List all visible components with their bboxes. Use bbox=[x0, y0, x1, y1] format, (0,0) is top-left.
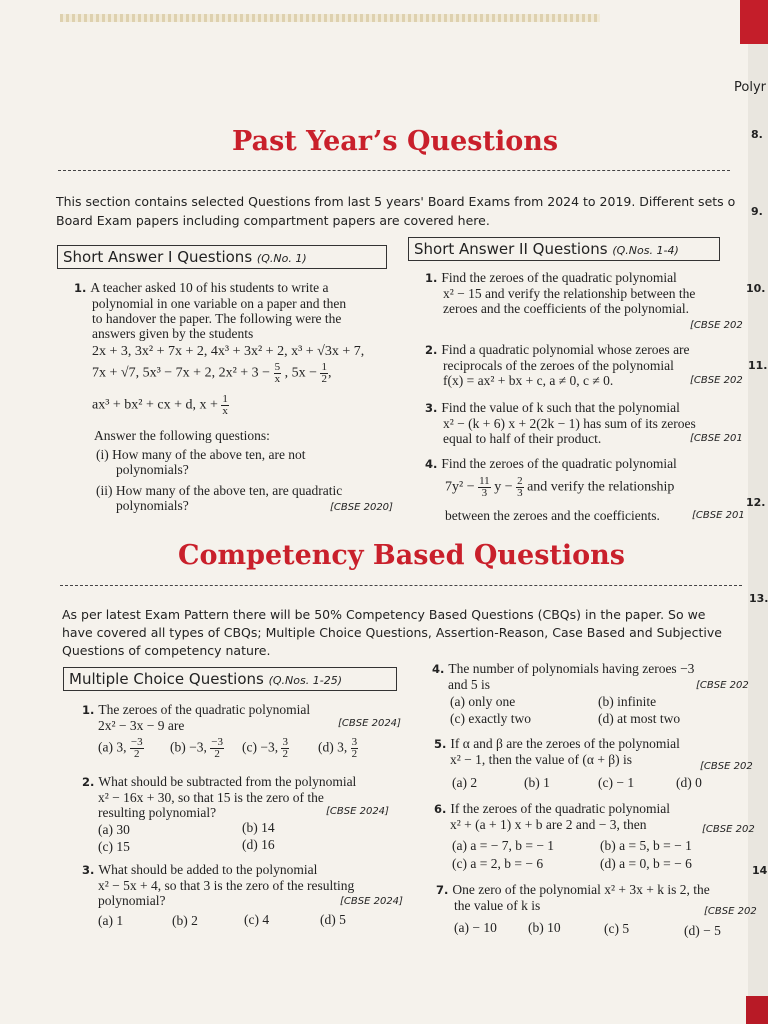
question-short2-3: 3. Find the value of k such that the polynomial x² − (k + 6) x + 2(2k − 1) has sum of its zeroes equal to half of their product. bbox=[425, 400, 696, 446]
polynomial-list-row bbox=[92, 394, 229, 417]
option-a: (a) − 10 bbox=[454, 920, 497, 935]
margin-number: 14 bbox=[752, 864, 768, 877]
question-text: to handover the paper. The following were the bbox=[92, 311, 342, 326]
sub-question-ii: (ii) How many of the above ten, are quadratic polynomials? bbox=[96, 483, 343, 513]
cbse-tag: [CBSE 201 bbox=[690, 433, 743, 444]
cbq-intro-line: have covered all types of CBQs; Multiple Choice Questions, Assertion-Reason, Case Based and Subjective bbox=[62, 625, 722, 640]
cbse-tag: [CBSE 2020] bbox=[330, 502, 393, 513]
option-d: (d) 16 bbox=[242, 837, 275, 852]
option-c: (c) 15 bbox=[98, 839, 130, 854]
divider bbox=[60, 585, 742, 586]
short1-heading: Short Answer I Questions bbox=[63, 248, 253, 266]
mcq-question-7: 7. One zero of the polynomial x² + 3x + k is 2, the the value of k is bbox=[436, 882, 710, 913]
answer-intro: Answer the following questions: bbox=[94, 428, 270, 443]
question-short2-2: 2. Find a quadratic polynomial whose zeroes are reciprocals of the zeroes of the polynomial f(x) = ax² + bx + c, a ≠ 0, c ≠ 0. bbox=[425, 342, 690, 388]
running-header: Polyr bbox=[734, 80, 766, 95]
option-c: (c) −3, $\frac{3}{2}$ bbox=[242, 736, 288, 760]
mcq-question-5: 5. If α and β are the zeroes of the polynomial x² − 1, then the value of (α + β) is bbox=[434, 736, 680, 767]
option-a: (a) 30 bbox=[98, 822, 130, 837]
polynomial-list-row: 2x + 3, 3x² + 7x + 2, 4x³ + 3x² + 2, x³ + √3x + 7, bbox=[92, 344, 365, 359]
margin-number: 12. bbox=[746, 496, 766, 509]
fraction: $\frac{5}{x}$ bbox=[274, 361, 281, 385]
red-bottom-tab bbox=[746, 996, 768, 1024]
option-c: (c) 4 bbox=[244, 912, 270, 927]
cbse-tag: [CBSE 201 bbox=[692, 510, 745, 521]
pyq-intro-line: This section contains selected Questions from last 5 years' Board Exams from 2024 to 2019. Different sets o bbox=[56, 194, 736, 209]
polynomial-text: , 5x − bbox=[284, 365, 317, 381]
mcq-question-2: 2. What should be subtracted from the polynomial x² − 16x + 30, so that 15 is the zero of the resulting polynomial? bbox=[82, 774, 357, 820]
option-d: (d) a = 0, b = − 6 bbox=[600, 856, 692, 871]
question-short2-4-expr: 7y² − $\frac{11}{3}$ y − $\frac{2}{3}$ and verify the relationship bbox=[445, 475, 675, 499]
option-c: (c) a = 2, b = − 6 bbox=[452, 856, 544, 871]
short2-range: (Q.Nos. 1-4) bbox=[612, 244, 679, 257]
option-a: (a) only one bbox=[450, 694, 516, 709]
option-c: (c) exactly two bbox=[450, 711, 531, 726]
option-a: (a) 3, $\frac{-3}{2}$ bbox=[98, 736, 143, 760]
polynomial-text: 7x + √7, 5x³ − 7x + 2, 2x² + 3 − bbox=[92, 365, 271, 381]
cbse-tag: [CBSE 202 bbox=[690, 375, 743, 386]
sub-question-i: (i) How many of the above ten, are not polynomials? bbox=[96, 447, 306, 477]
mcq-question-4: 4. The number of polynomials having zeroes −3 and 5 is bbox=[432, 661, 695, 692]
mcq-heading: Multiple Choice Questions bbox=[69, 670, 264, 688]
option-b: (b) 14 bbox=[242, 820, 275, 835]
short1-range: (Q.No. 1) bbox=[256, 252, 307, 265]
option-b: (b) infinite bbox=[598, 694, 657, 709]
option-b: (b) 2 bbox=[172, 913, 198, 928]
option-d: (d) 5 bbox=[320, 912, 346, 927]
cbq-intro-line: Questions of competency nature. bbox=[62, 643, 271, 658]
fraction: $\frac{1}{x}$ bbox=[222, 393, 228, 417]
option-b: (b) 1 bbox=[524, 775, 550, 790]
question-short2-4: 4. Find the zeroes of the quadratic polynomial bbox=[425, 456, 677, 471]
question-short2-4-line3: between the zeroes and the coefficients. bbox=[445, 508, 660, 523]
short1-heading-box bbox=[57, 245, 387, 269]
option-d: (d) 3, $\frac{3}{2}$ bbox=[318, 736, 358, 760]
polynomial-text: ax³ + bx² + cx + d, x + bbox=[92, 397, 218, 413]
margin-number: 10. bbox=[746, 282, 766, 295]
mcq-heading-box bbox=[63, 667, 397, 691]
red-corner-tab bbox=[740, 0, 768, 44]
section-title-cbq: Competency Based Questions bbox=[178, 540, 626, 571]
cbq-intro-line: As per latest Exam Pattern there will be 50% Competency Based Questions (CBQs) in the paper. So we bbox=[62, 607, 706, 622]
cbse-tag: [CBSE 202 bbox=[690, 320, 743, 331]
short2-heading: Short Answer II Questions bbox=[414, 240, 608, 258]
option-c: (c) 5 bbox=[604, 921, 630, 936]
cbse-tag: [CBSE 2024] bbox=[326, 806, 389, 817]
option-d: (d) 0 bbox=[676, 775, 702, 790]
option-b: (b) 10 bbox=[528, 920, 561, 935]
mcq-range: (Q.Nos. 1-25) bbox=[268, 674, 342, 687]
cbse-tag: [CBSE 202 bbox=[702, 824, 755, 835]
cbse-tag: [CBSE 2024] bbox=[340, 896, 403, 907]
option-d: (d) − 5 bbox=[684, 923, 721, 938]
option-a: (a) a = − 7, b = − 1 bbox=[452, 838, 555, 853]
option-b: (b) a = 5, b = − 1 bbox=[600, 838, 692, 853]
option-b: (b) −3, $\frac{-3}{2}$ bbox=[170, 736, 223, 760]
question-text: A teacher asked 10 of his students to write a bbox=[90, 280, 329, 295]
option-a: (a) 1 bbox=[98, 913, 124, 928]
option-c: (c) − 1 bbox=[598, 775, 635, 790]
cbse-tag: [CBSE 2024] bbox=[338, 718, 401, 729]
cbse-tag: [CBSE 202 bbox=[696, 680, 749, 691]
margin-number: 8. bbox=[751, 128, 763, 141]
question-text: answers given by the students bbox=[92, 326, 254, 341]
mcq-question-3: 3. What should be added to the polynomial x² − 5x + 4, so that 3 is the zero of the resulting polynomial? bbox=[82, 862, 355, 908]
section-title-pyq: Past Year’s Questions bbox=[232, 126, 559, 157]
margin-number: 11. bbox=[748, 359, 768, 372]
short2-heading-box bbox=[408, 237, 720, 261]
divider bbox=[58, 170, 730, 171]
margin-number: 9. bbox=[751, 205, 763, 218]
margin-number: 13. bbox=[749, 592, 768, 605]
pyq-intro-line: Board Exam papers including compartment papers are covered here. bbox=[56, 213, 490, 228]
mcq-question-6: 6. If the zeroes of the quadratic polynomial x² + (a + 1) x + b are 2 and − 3, then bbox=[434, 801, 671, 832]
decorative-top-band bbox=[60, 14, 600, 22]
option-d: (d) at most two bbox=[598, 711, 681, 726]
option-a: (a) 2 bbox=[452, 775, 478, 790]
fraction: $\frac{1}{2}$ bbox=[321, 361, 327, 385]
question-short1-1 bbox=[74, 280, 404, 341]
question-text: polynomial in one variable on a paper and then bbox=[92, 296, 347, 311]
mcq-question-1: 1. The zeroes of the quadratic polynomial 2x² − 3x − 9 are bbox=[82, 702, 311, 733]
cbse-tag: [CBSE 202 bbox=[700, 761, 753, 772]
cbse-tag: [CBSE 202 bbox=[704, 906, 757, 917]
question-short2-1: 1. Find the zeroes of the quadratic polynomial x² − 15 and verify the relationship between the zeroes and the coefficients of the polynomial. bbox=[425, 270, 696, 316]
polynomial-list-row: 7x + √7, 5x³ − 7x + 2, 2x² + 3 − $\frac{5}{x}$ , 5x − $\frac{1}{2}$ , bbox=[92, 361, 332, 385]
question-number: 1. bbox=[74, 281, 87, 295]
